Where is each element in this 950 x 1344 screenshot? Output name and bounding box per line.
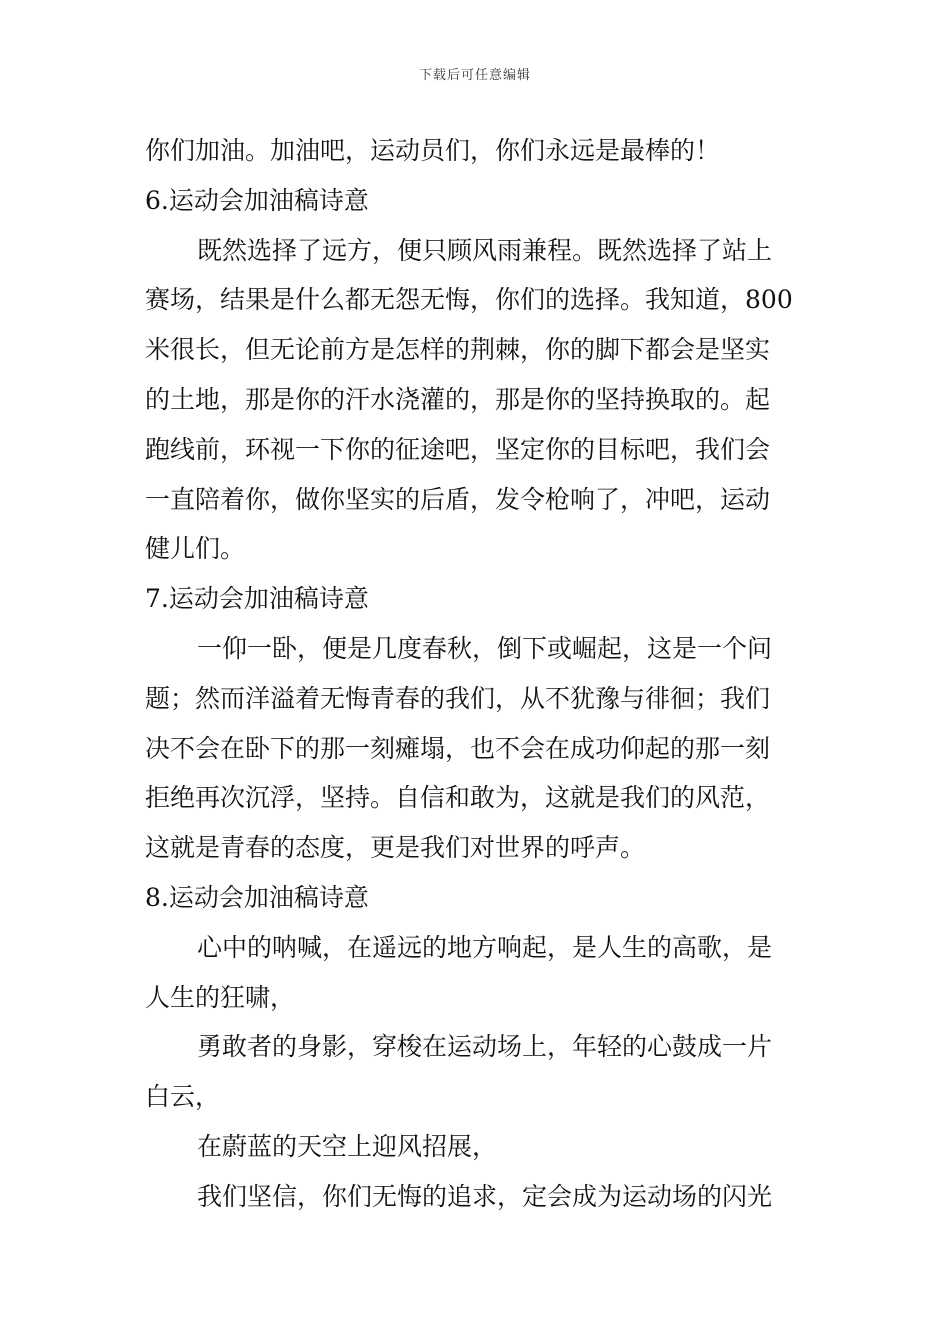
page-header-note: 下载后可任意编辑 [418,68,531,83]
section-heading: 7.运动会加油稿诗意 [145,584,369,614]
text-line: 勇敢者的身影，穿梭在运动场上，年轻的心鼓成一片 [197,1032,773,1062]
text-line: 既然选择了远方，便只顾风雨兼程。既然选择了站上 [197,235,773,265]
text-line: 跑线前，环视一下你的征途吧，坚定你的目标吧，我们会 [145,434,771,464]
document-body [145,126,807,1222]
text-line: 决不会在卧下的那一刻瘫塌，也不会在成功仰起的那一刻 [145,733,771,763]
text-line: 赛场，结果是什么都无怨无悔，你们的选择。我知道，800 [145,285,793,315]
section-heading: 6.运动会加油稿诗意 [145,185,369,215]
text-line: 白云， [145,1082,221,1112]
text-line: 一仰一卧，便是几度春秋，倒下或崛起，这是一个问 [197,633,773,663]
text-line: 我们坚信，你们无悔的追求，定会成为运动场的闪光 [197,1181,773,1211]
text-line: 题；然而洋溢着无悔青春的我们，从不犹豫与徘徊；我们 [145,683,771,713]
section-heading: 8.运动会加油稿诗意 [145,882,369,912]
text-line: 人生的狂啸， [145,982,296,1012]
text-line: 你们加油。加油吧，运动员们，你们永远是最棒的！ [145,136,721,165]
text-line: 拒绝再次沉浮，坚持。自信和敢为，这就是我们的风范， [145,783,771,813]
text-line: 心中的呐喊，在遥远的地方响起，是人生的高歌，是 [197,932,773,962]
text-line: 米很长，但无论前方是怎样的荆棘，你的脚下都会是坚实 [145,335,771,365]
text-line: 健儿们。 [145,534,246,564]
text-line: 在蔚蓝的天空上迎风招展， [197,1131,498,1161]
text-line: 这就是青春的态度，更是我们对世界的呼声。 [145,833,646,863]
text-line: 一直陪着你，做你坚实的后盾，发令枪响了，冲吧，运动 [145,484,771,514]
text-line: 的土地，那是你的汗水浇灌的，那是你的坚持换取的。起 [145,384,771,414]
